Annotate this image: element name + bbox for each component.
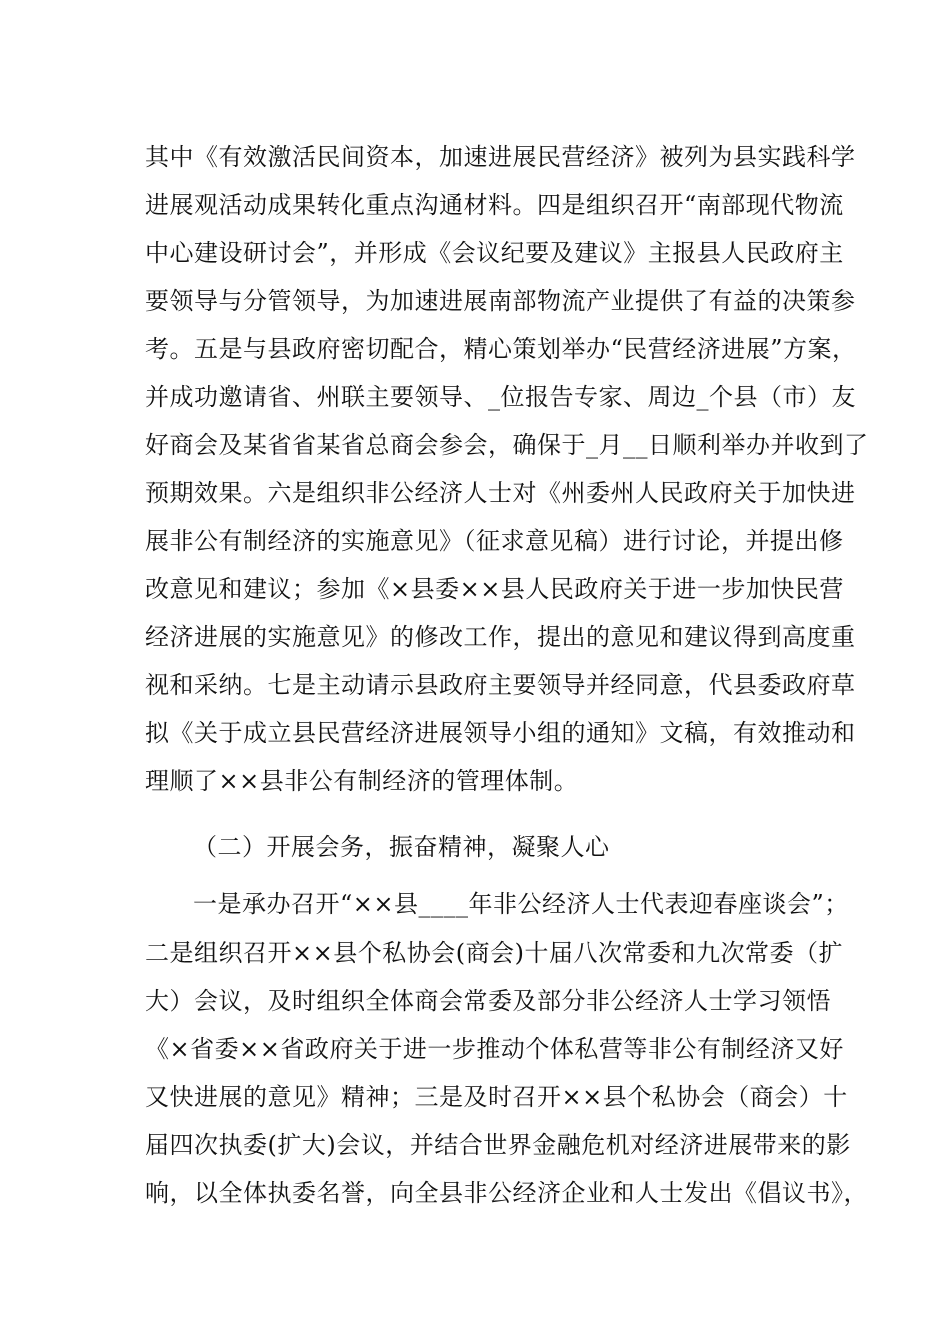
- paragraph-line: 经济进展的实施意见》的修改工作，提出的意见和建议得到高度重: [145, 623, 856, 651]
- paragraph-line: 好商会及某省省某省总商会参会，确保于_月__日顺利举办并收到了: [145, 431, 869, 459]
- paragraph-line: 视和采纳。七是主动请示县政府主要领导并经同意，代县委政府草: [145, 671, 856, 699]
- paragraph-line: 展非公有制经济的实施意见》（征求意见稿）进行讨论，并提出修: [145, 527, 844, 555]
- paragraph-line: 届四次执委(扩大)会议，并结合世界金融危机对经济进展带来的影: [145, 1131, 851, 1159]
- paragraph-line: 又快进展的意见》精神；三是及时召开××县个私协会（商会）十: [145, 1083, 848, 1111]
- paragraph-line: 考。五是与县政府密切配合，精心策划举办“民营经济进展”方案，: [145, 335, 857, 363]
- paragraph-line: 中心建设研讨会”，并形成《会议纪要及建议》主报县人民政府主: [145, 239, 844, 267]
- paragraph-line: 拟《关于成立县民营经济进展领导小组的通知》文稿，有效推动和: [145, 719, 856, 747]
- paragraph-line: 大）会议，及时组织全体商会常委及部分非公经济人士学习领悟: [145, 987, 831, 1015]
- paragraph-line: 理顺了××县非公有制经济的管理体制。: [145, 767, 579, 795]
- paragraph-line: 预期效果。六是组织非公经济人士对《州委州人民政府关于加快进: [145, 479, 856, 507]
- paragraph-line: 响，以全体执委名誉，向全县非公经济企业和人士发出《倡议书》，: [145, 1179, 868, 1207]
- paragraph-line: 改意见和建议；参加《×县委××县人民政府关于进一步加快民营: [145, 575, 844, 603]
- paragraph-line: 并成功邀请省、州联主要领导、_位报告专家、周边_个县（市）友: [145, 383, 856, 411]
- paragraph-line: 要领导与分管领导，为加速进展南部物流产业提供了有益的决策参: [145, 287, 856, 315]
- paragraph-line: 一是承办召开“××县____年非公经济人士代表迎春座谈会”；: [193, 890, 849, 918]
- paragraph-line: 二是组织召开××县个私协会(商会)十届八次常委和九次常委（扩: [145, 939, 843, 967]
- paragraph-line: 进展观活动成果转化重点沟通材料。四是组织召开“南部现代物流: [145, 191, 844, 219]
- section-heading: （二）开展会务，振奋精神，凝聚人心: [193, 833, 610, 861]
- paragraph-line: 其中《有效激活民间资本，加速进展民营经济》被列为县实践科学: [145, 143, 856, 171]
- paragraph-line: 《×省委××省政府关于进一步推动个体私营等非公有制经济又好: [145, 1035, 844, 1063]
